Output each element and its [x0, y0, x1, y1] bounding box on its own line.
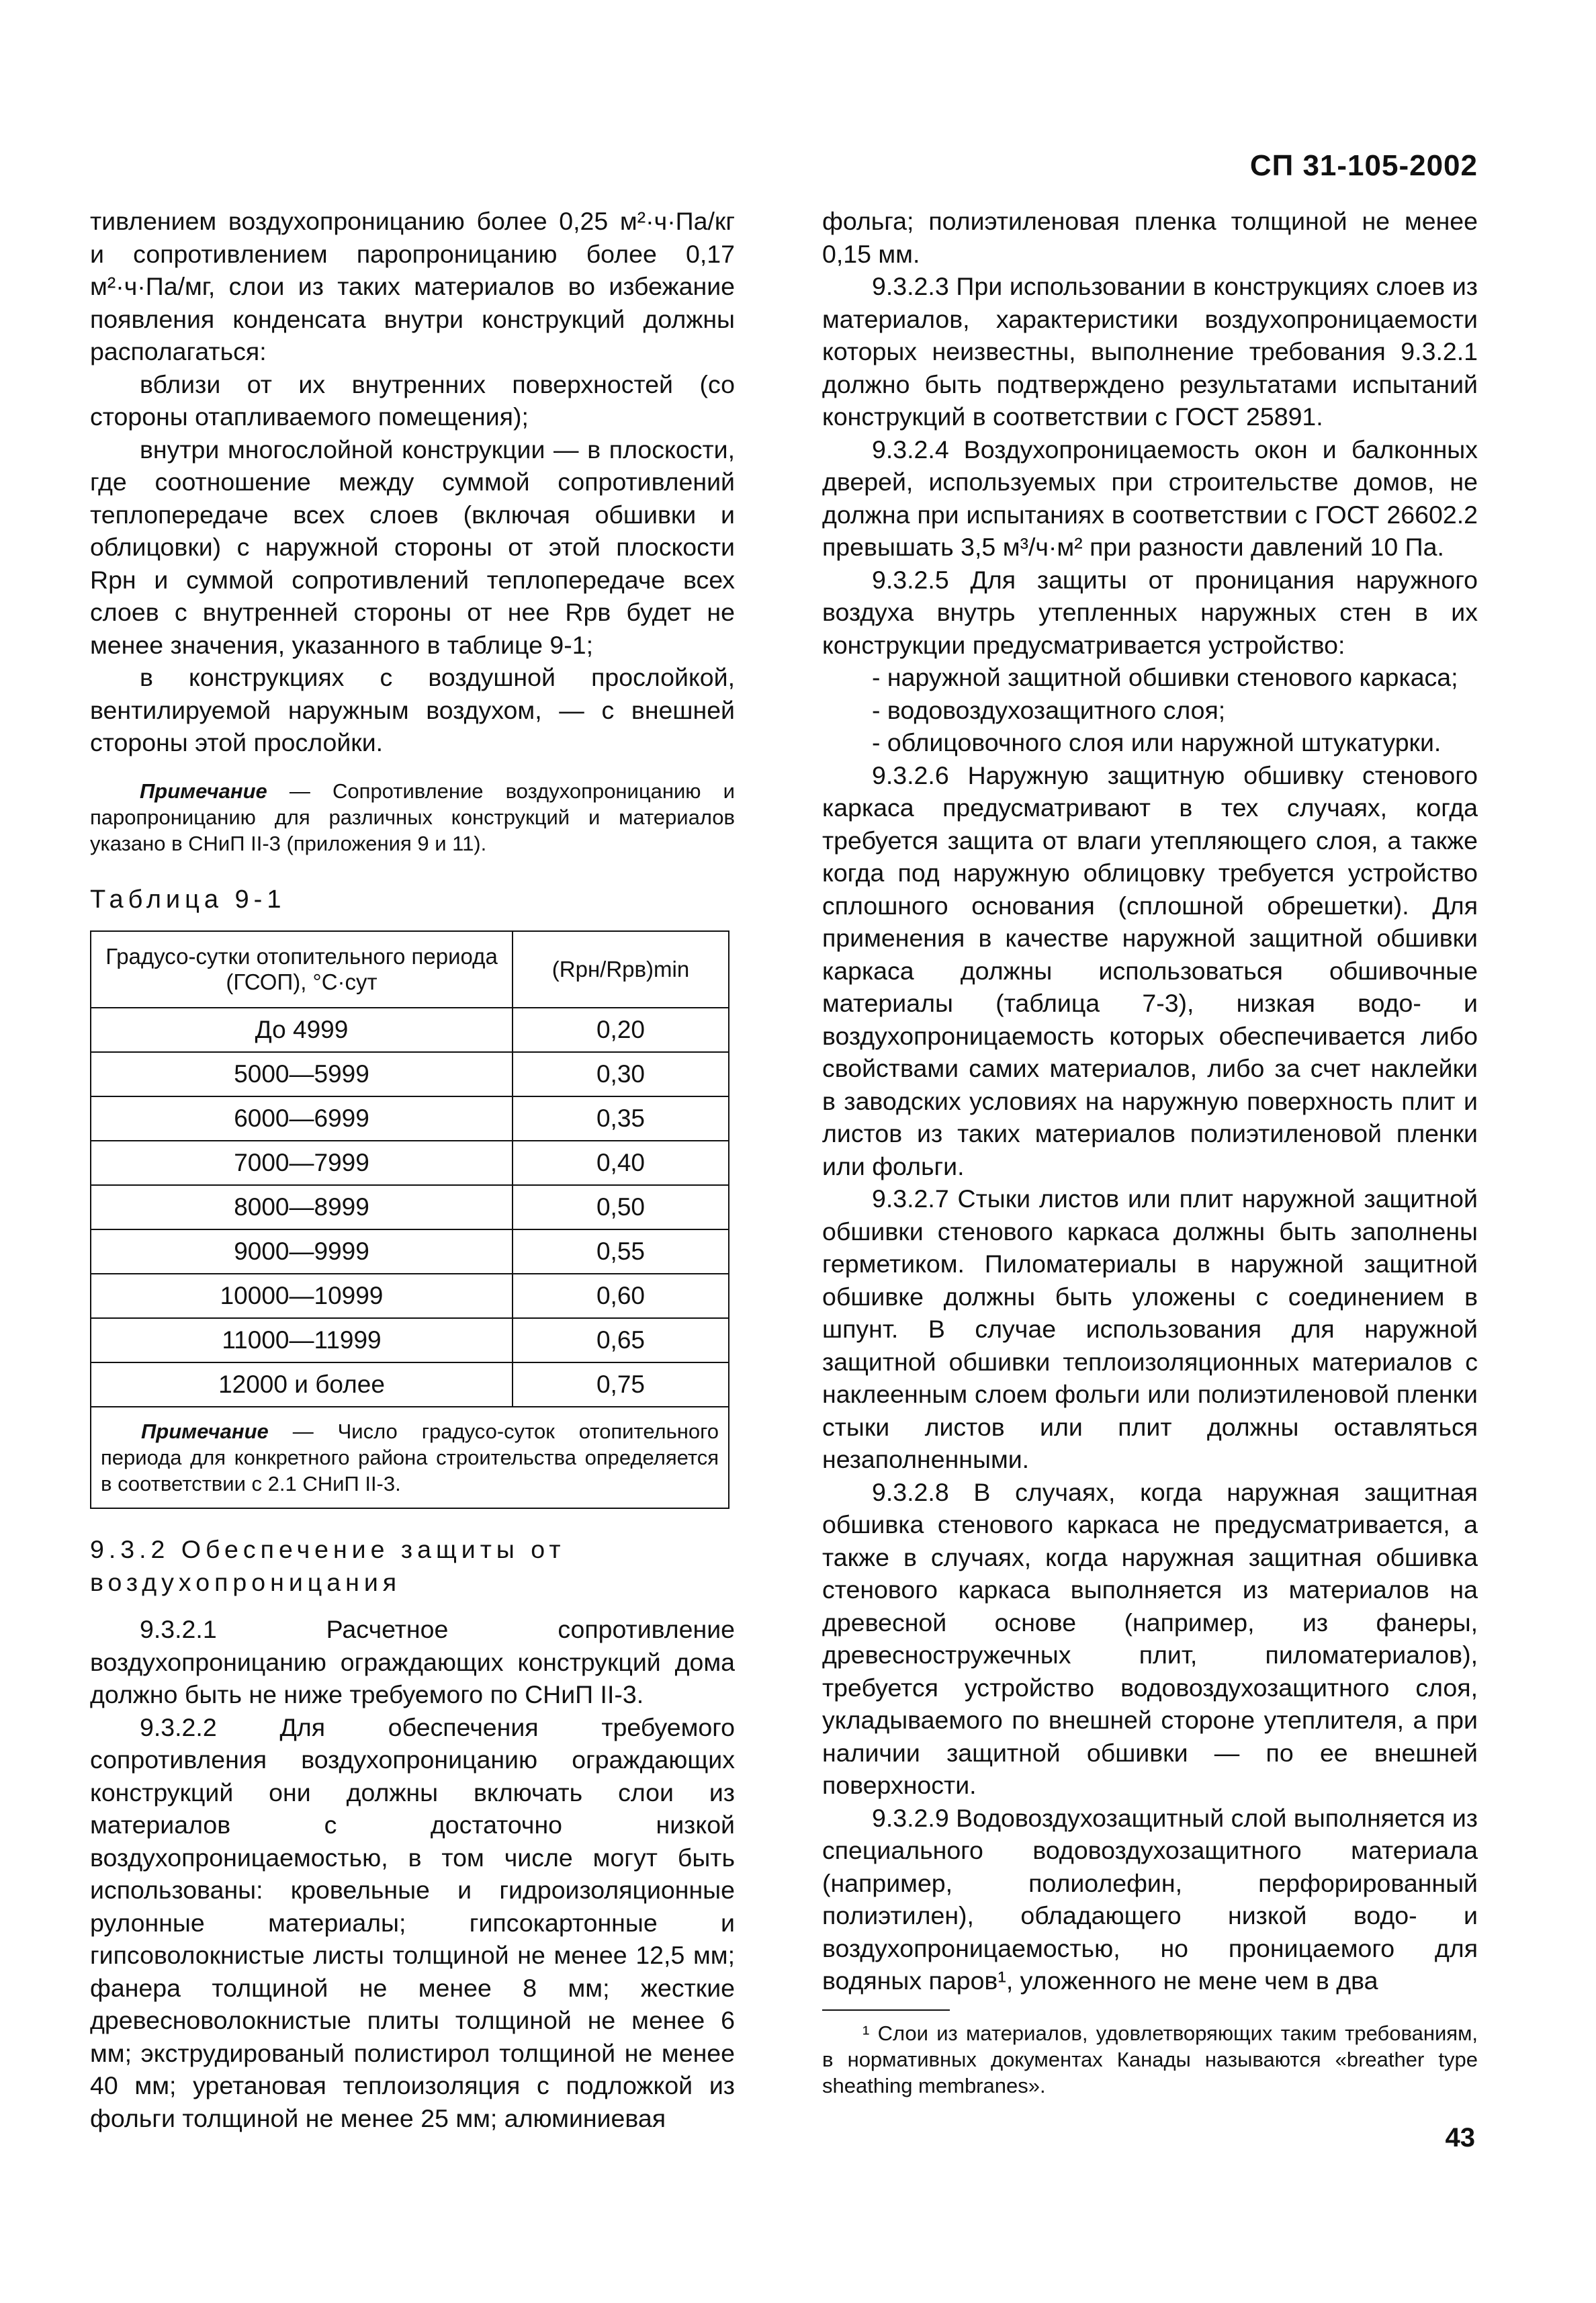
table-row	[91, 1229, 729, 1274]
footnote-divider	[822, 2009, 950, 2011]
paragraph: 9.3.2.6 Наружную защитную обшивку стенового каркаса предусматривают в тех случаях, когда требуется защита от влаги утепляющего слоя, а также когда под наружную облицовку требуется устройство сплошного основания (сплошной обрешетки). Для применения в качестве наружной защитной обшивки каркаса должны использоваться обшивочные материалы (таблица 7-3), низкая водо- и воздухопроницаемость которых обеспечивается либо свойствами самих материалов, либо за счет наклейки в заводских условиях на наружную поверхность плит и листов из таких материалов полиэтиленовой пленки или фольги.	[822, 761, 1478, 1180]
table-note-row	[91, 1407, 729, 1508]
table-row	[91, 1008, 729, 1052]
paragraph: 9.3.2.4 Воздухопроницаемость окон и балконных дверей, используемых при строительстве домов, не должна при испытаниях в соответствии с ГОСТ 26602.2 превышать 3,5 м³/ч·м² при разности давлений 10 Па.	[822, 435, 1478, 561]
section-title: 9.3.2 Обеспечение защиты от воздухопроницания	[90, 1535, 566, 1596]
paragraph: фольга; полиэтиленовая пленка толщиной не менее 0,15 мм.	[822, 207, 1478, 268]
table-9-1	[90, 930, 729, 1509]
list-item: - водовоздухозащитного слоя;	[872, 695, 1226, 724]
list-item: - наружной защитной обшивки стенового каркаса;	[872, 663, 1458, 691]
table-cell: 6000—6999	[91, 1096, 513, 1141]
table-row	[91, 1141, 729, 1185]
paragraph: вблизи от их внутренних поверхностей (со стороны отапливаемого помещения);	[90, 370, 735, 431]
footnote: ¹ Слои из материалов, удовлетворяющих таким требованиям, в нормативных документах Канады называются «breather type sheathing membranes».	[822, 2021, 1478, 2097]
paragraph: 9.3.2.5 Для защиты от проницания наружного воздуха внутрь утепленных наружных стен в их конструкции предусматривается устройство:	[822, 565, 1478, 659]
note-text: — Сопротивление воздухопроницанию и паропроницанию для различных конструкций и материалов указано в СНиП II-3 (приложения 9 и 11).	[90, 779, 735, 855]
document-code-header: СП 31-105-2002	[1249, 149, 1478, 182]
paragraph: тивлением воздухопроницанию более 0,25 м²·ч·Па/кг и сопротивлением паропроницанию более 0,17 м²·ч·Па/мг, слои из таких материалов во избежание появления конденсата внутри конструкций должны располагаться:	[90, 207, 735, 365]
table-cell: 9000—9999	[91, 1229, 513, 1274]
table-note-label: Примечание	[141, 1420, 269, 1443]
left-column	[90, 205, 735, 2134]
paragraph: в конструкциях с воздушной прослойкой, вентилируемой наружным воздухом, — с внешней стороны этой прослойки.	[90, 663, 735, 756]
table-row	[91, 1052, 729, 1096]
paragraph: 9.3.2.8 В случаях, когда наружная защитная обшивка стенового каркаса не предусматривается, а также в случаях, когда наружная защитная обшивка стенового каркаса выполняется из материалов на древесной основе (например, из фанеры, древесностружечных плит, пиломатериалов), требуется устройство водовоздухозащитного слоя, укладываемого по внешней стороне утеплителя, а при наличии защитной обшивки — по ее внешней поверхности.	[822, 1477, 1478, 1799]
table-header-row	[91, 931, 729, 1008]
table-cell: 0,50	[513, 1185, 729, 1229]
table-cell: До 4999	[91, 1008, 513, 1052]
table-row	[91, 1096, 729, 1141]
table-header-cell: Градусо-сутки отопительного периода (ГСОП), °С·сут	[91, 931, 513, 1008]
table-cell: 12000 и более	[91, 1362, 513, 1407]
paragraph: 9.3.2.3 При использовании в конструкциях слоев из материалов, характеристики воздухопроницаемости которых неизвестны, выполнение требования 9.3.2.1 должно быть подтверждено результатами испытаний конструкций в соответствии с ГОСТ 25891.	[822, 272, 1478, 431]
table-cell: 7000—7999	[91, 1141, 513, 1185]
right-column	[822, 205, 1478, 2099]
table-row	[91, 1362, 729, 1407]
paragraph: 9.3.2.2 Для обеспечения требуемого сопротивления воздухопроницанию ограждающих конструкций они должны включать слои из материалов с достаточно низкой воздухопроницаемостью, в том числе могут быть использованы: кровельные и гидроизоляционные рулонные материалы; гипсокартонные и гипсоволокнистые листы толщиной не менее 12,5 мм; фанера толщиной не менее 8 мм; жесткие древесноволокнистые плиты толщиной не менее 6 мм; экструдированый полистирол толщиной не менее 40 мм; уретановая теплоизоляция с подложкой из фольги толщиной не менее 25 мм; алюминиевая	[90, 1712, 735, 2132]
table-cell: 0,75	[513, 1362, 729, 1407]
paragraph: 9.3.2.7 Стыки листов или плит наружной защитной обшивки стенового каркаса должны быть заполнены герметиком. Пиломатериалы в наружной защитной обшивке должны быть уложены с соединением в шпунт. В случае использования для наружной защитной обшивки теплоизоляционных материалов с наклеенным слоем фольги или полиэтиленовой пленки стыки листов или плит должны оставляться незаполненными.	[822, 1184, 1478, 1473]
table-cell: 0,35	[513, 1096, 729, 1141]
note	[90, 778, 735, 857]
table-cell: 5000—5999	[91, 1052, 513, 1096]
table-cell: 0,60	[513, 1274, 729, 1318]
table-cell: 0,20	[513, 1008, 729, 1052]
page-number: 43	[1445, 2123, 1475, 2153]
table-note-text: — Число градусо-суток отопительного периода для конкретного района строительства определяется в соответствии с 2.1 СНиП II-3.	[101, 1420, 719, 1495]
table-cell: 10000—10999	[91, 1274, 513, 1318]
table-note	[91, 1407, 729, 1508]
table-cell: 0,55	[513, 1229, 729, 1274]
table-cell: 0,65	[513, 1318, 729, 1362]
note-label: Примечание	[140, 779, 267, 803]
table-cell: 0,30	[513, 1052, 729, 1096]
table-cell: 11000—11999	[91, 1318, 513, 1362]
paragraph: внутри многослойной конструкции — в плоскости, где соотношение между суммой сопротивлений теплопередаче всех слоев (включая обшивки и облицовки) с наружной стороны от этой плоскости Rрн и суммой сопротивлений теплопередаче всех слоев с внутренней стороны от нее Rрв будет не менее значения, указанного в таблице 9-1;	[90, 435, 735, 659]
list-item: - облицовочного слоя или наружной штукатурки.	[872, 728, 1442, 756]
paragraph: 9.3.2.1 Расчетное сопротивление воздухопроницанию ограждающих конструкций дома должно быть не ниже требуемого по СНиП II-3.	[90, 1615, 735, 1708]
table-title: Таблица 9-1	[90, 885, 286, 914]
table-row	[91, 1318, 729, 1362]
table-cell: 0,40	[513, 1141, 729, 1185]
table-row	[91, 1185, 729, 1229]
table-cell: 8000—8999	[91, 1185, 513, 1229]
table-header-cell: (Rрн/Rрв)min	[513, 931, 729, 1008]
paragraph: 9.3.2.9 Водовоздухозащитный слой выполняется из специального водовоздухозащитного материала (например, полиолефин, перфорированный полиэтилен), обладающего низкой водо- и воздухопроницаемостью, но проницаемого для водяных паров¹, уложенного не мене чем в два	[822, 1803, 1478, 1995]
table-row	[91, 1274, 729, 1318]
